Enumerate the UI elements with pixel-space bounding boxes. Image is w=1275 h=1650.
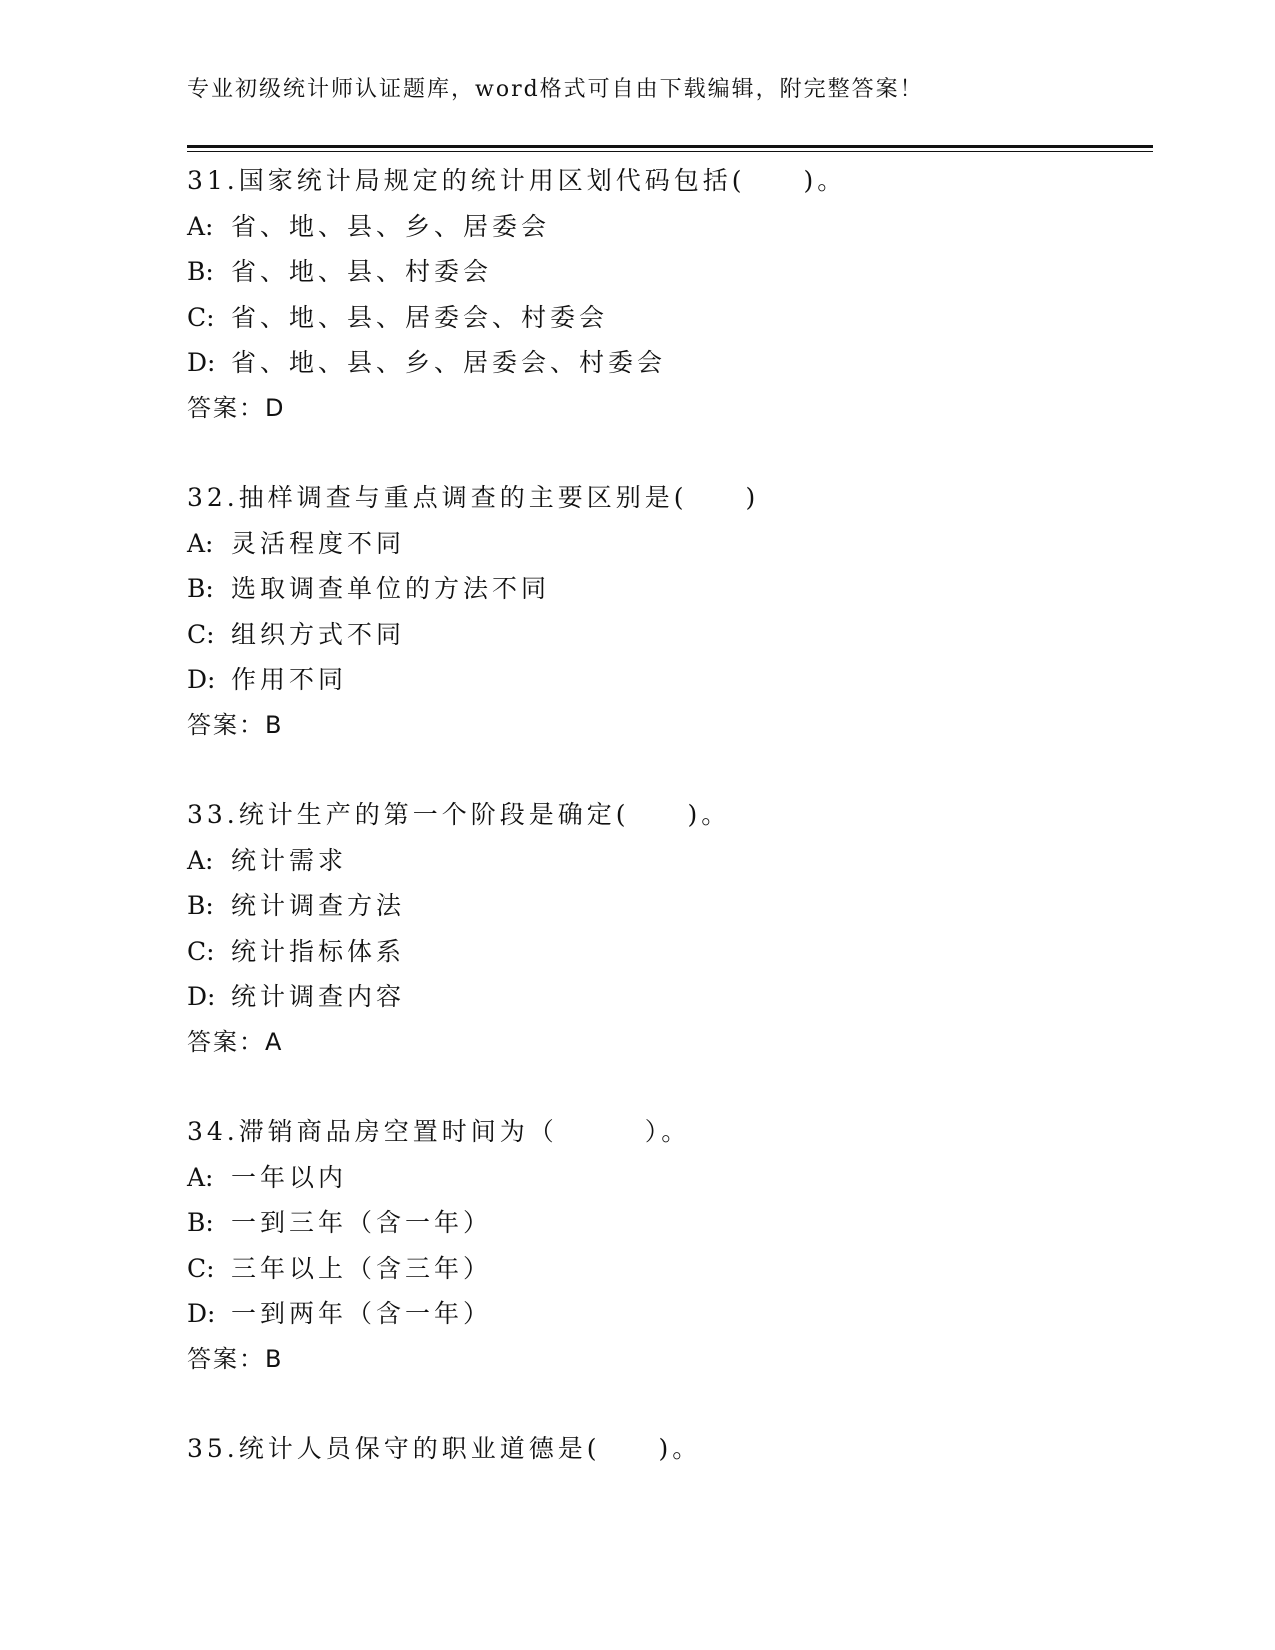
option-letter: A: — [187, 1162, 214, 1192]
option-letter: A: — [187, 211, 214, 241]
option-text: 灵活程度不同 — [231, 528, 406, 558]
option-text: 组织方式不同 — [231, 619, 406, 649]
option-a — [187, 838, 1153, 884]
question-stem: 31.国家统计局规定的统计用区划代码包括( )。 — [187, 166, 847, 195]
option-letter: B: — [187, 257, 214, 286]
option-letter: D: — [187, 982, 216, 1011]
option-letter: B: — [187, 1208, 214, 1237]
option-d — [187, 974, 1153, 1020]
option-letter: C: — [187, 619, 215, 649]
option-b — [187, 883, 1153, 929]
option-text: 一年以内 — [231, 1162, 348, 1192]
option-a — [187, 1155, 1153, 1201]
option-text: 统计需求 — [231, 845, 348, 875]
option-d — [187, 340, 1153, 386]
option-c — [187, 929, 1153, 975]
question-stem: 35.统计人员保守的职业道德是( )。 — [187, 1434, 702, 1463]
option-b — [187, 249, 1153, 295]
question-31 — [187, 158, 1153, 431]
question-stem: 34.滞销商品房空置时间为（ ）。 — [187, 1117, 691, 1146]
option-text: 三年以上（含三年） — [231, 1253, 493, 1283]
option-text: 一到两年（含一年） — [231, 1299, 493, 1328]
option-letter: A: — [187, 845, 214, 875]
answer-line: 答案：D — [187, 393, 286, 422]
answer-line: 答案：B — [187, 710, 284, 739]
question-stem: 32.抽样调查与重点调查的主要区别是( ) — [187, 483, 760, 512]
option-c — [187, 295, 1153, 341]
option-text: 省、地、县、居委会、村委会 — [231, 302, 609, 332]
option-c — [187, 612, 1153, 658]
option-a — [187, 204, 1153, 250]
question-list — [187, 158, 1153, 1516]
option-letter: D: — [187, 665, 216, 694]
option-text: 作用不同 — [231, 665, 348, 694]
option-letter: B: — [187, 891, 214, 920]
option-letter: C: — [187, 302, 215, 332]
option-text: 统计指标体系 — [231, 936, 406, 966]
header-rule-thin — [187, 151, 1153, 152]
page-header: 专业初级统计师认证题库，word格式可自由下载编辑，附完整答案！ — [187, 77, 924, 102]
option-text: 统计调查内容 — [231, 982, 406, 1011]
option-text: 省、地、县、村委会 — [231, 257, 493, 286]
option-c — [187, 1246, 1153, 1292]
question-32 — [187, 475, 1153, 748]
question-35 — [187, 1426, 1153, 1472]
option-d — [187, 1291, 1153, 1337]
option-text: 一到三年（含一年） — [231, 1208, 493, 1237]
question-33 — [187, 792, 1153, 1065]
option-b — [187, 566, 1153, 612]
option-text: 省、地、县、乡、居委会 — [231, 211, 551, 241]
option-letter: D: — [187, 1299, 216, 1328]
header-rule-thick — [187, 145, 1153, 148]
question-34 — [187, 1109, 1153, 1382]
option-letter: C: — [187, 936, 215, 966]
option-text: 选取调查单位的方法不同 — [231, 574, 551, 603]
option-letter: B: — [187, 574, 214, 603]
question-stem: 33.统计生产的第一个阶段是确定( )。 — [187, 800, 731, 829]
option-a — [187, 521, 1153, 567]
option-text: 统计调查方法 — [231, 891, 406, 920]
answer-line: 答案：B — [187, 1344, 284, 1373]
option-b — [187, 1200, 1153, 1246]
option-letter: C: — [187, 1253, 215, 1283]
option-letter: A: — [187, 528, 214, 558]
option-d — [187, 657, 1153, 703]
option-text: 省、地、县、乡、居委会、村委会 — [231, 348, 667, 377]
option-letter: D: — [187, 348, 216, 377]
answer-line: 答案：A — [187, 1027, 284, 1056]
